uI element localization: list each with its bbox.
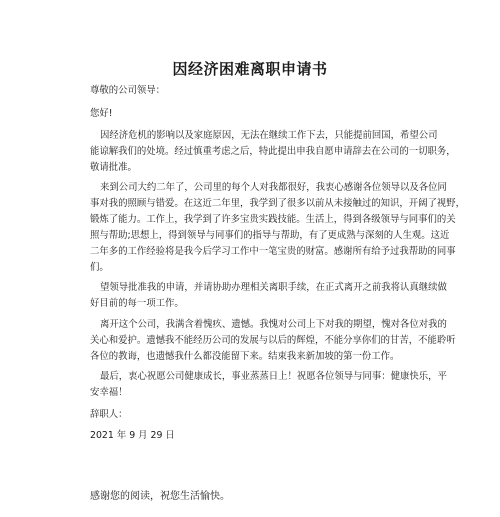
paragraph-line: 关心和爱护。遗憾我不能经历公司的发展与以后的辉煌，不能分享你们的甘苦，不能聆听: [90, 335, 456, 346]
paragraph-line: 二年多的工作经验将是我今后学习工作中一笔宝贵的财富。感谢所有给予过我帮助的同事: [90, 246, 456, 257]
paragraph-gratitude: [90, 180, 466, 276]
document-title: 因经济困难离职申请书: [172, 60, 328, 78]
paragraph-line: 们。: [90, 262, 109, 273]
paragraph-line: 因经济危机的影响以及家庭原因，无法在继续工作下去，只能提前回国，希望公司: [100, 130, 438, 141]
greeting: 您好!: [90, 108, 113, 119]
paragraph-line: 安幸福！: [90, 387, 128, 398]
salutation: 尊敬的公司领导：: [90, 85, 166, 96]
paragraph-line: 最后，衷心祝愿公司健康成长，事业蒸蒸日上！祝愿各位领导与同事：健康快乐，平: [100, 371, 447, 382]
signature-label: 辞职人：: [90, 409, 128, 420]
paragraph-line: 锻炼了能力。工作上，我学到了许多宝贵实践技能。生活上，得到各级领导与同事们的关: [90, 214, 456, 225]
paragraph-regret: [90, 317, 456, 365]
date: 2021 年 9 月 29 日: [90, 430, 175, 441]
paragraph-line: 望领导批准我的申请，并请协助办理相关离职手续，在正式离开之前我将认真继续做: [100, 282, 447, 293]
paragraph-reason: [90, 128, 456, 176]
paragraph-line: 来到公司大约二年了，公司里的每个人对我都很好，我衷心感谢各位领导以及各位同: [100, 182, 447, 193]
paragraph-line: 各位的教诲，也遗憾我什么都没能留下来。结束我来新加坡的第一份工作。: [90, 351, 400, 362]
paragraph-line: 离开这个公司，我满含着愧疚、遗憾。我愧对公司上下对我的期望，愧对各位对我的: [100, 319, 447, 330]
paragraph-line: 敬请批准。: [90, 162, 137, 173]
paragraph-request: [90, 280, 447, 312]
paragraph-line: 能谅解我们的处境。经过慎重考虑之后，特此提出申我自愿申请辞去在公司的一切职务，: [90, 146, 456, 157]
paragraph-line: 事对我的照顾与错爱。在这近二年里，我学到了很多以前从未接触过的知识，开阔了视野，: [90, 198, 466, 209]
paragraph-line: 照与帮助;思想上，得到领导与同事们的指导与帮助，有了更成熟与深刻的人生观。这近: [90, 230, 450, 241]
paragraph-wishes: [90, 369, 447, 401]
closing-note: 感谢您的阅读，祝您生活愉快。: [90, 491, 230, 502]
paragraph-line: 好目前的每一项工作。: [90, 298, 184, 309]
